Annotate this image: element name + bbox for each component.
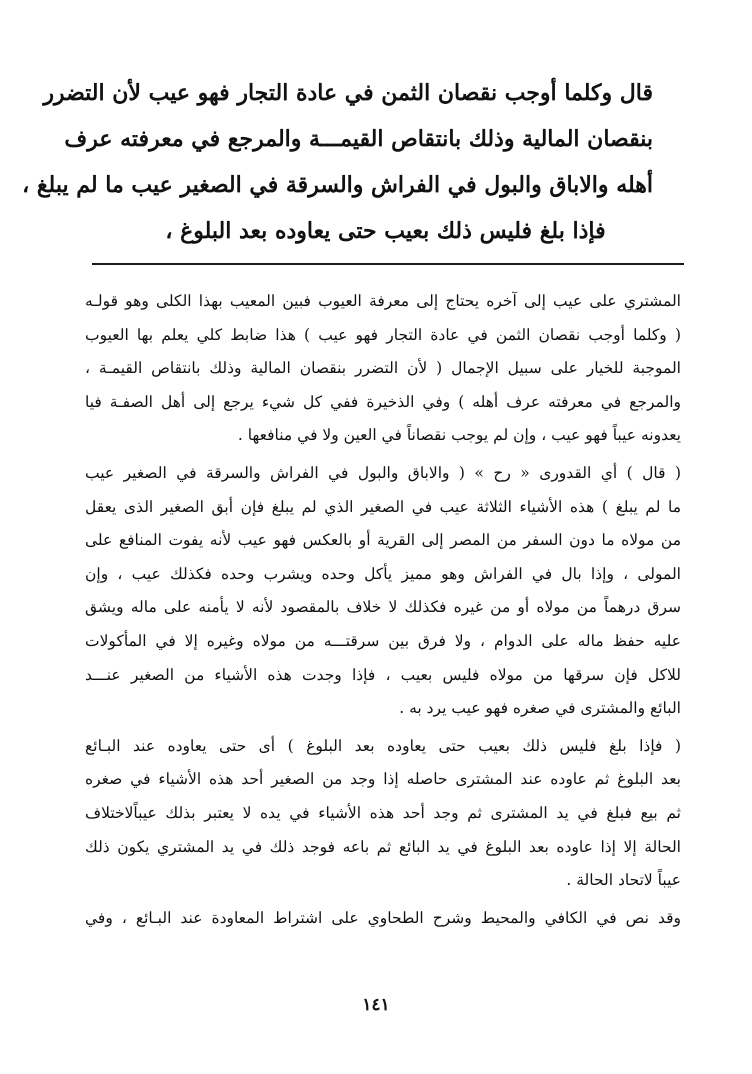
separator-rule (92, 263, 684, 265)
commentary-line: ( قال ) أي القدورى « رح » ( والاباق والبول في الفراش والسرقة في الصغير عيب (85, 463, 681, 482)
commentary-line: من مولاه ما دون السفر من المصر إلى القرية أو بالعكس فهو عيب لأنه يفوت المنافع على (85, 531, 681, 550)
commentary-line: بعد البلوغ ثم عاوده عند المشترى حاصله إذا وجد من الصغير أحد هذه الأشياء في صغره (85, 770, 681, 789)
commentary-line: للاكل فإن سرقها من مولاه فليس بعيب ، فإذا وجدت هذه الأشياء من الصغير عنـــد (85, 665, 681, 684)
commentary-line: ( فإذا بلغ فليس ذلك بعيب حتى يعاوده بعد البلوغ ) أى حتى يعاوده عند البـائع (85, 736, 681, 755)
main-text-line: بنقصان المالية وذلك بانتقاص القيمـــة والمرجع في معرفته عرف (64, 126, 653, 152)
commentary-line: عيباً لاتحاد الحالة . (566, 871, 681, 890)
commentary-line: وقد نص في الكافي والمحيط وشرح الطحاوي على اشتراط المعاودة عند البـائع ، وفي (85, 908, 681, 927)
commentary-line: ثم بيع فبلغ في يد المشترى ثم وجد أحد هذه الأشياء في يده لا يعتبر بذلك عيباًلاختلاف (85, 803, 681, 822)
main-text-line: أهله والاباق والبول في الفراش والسرقة في الصغير عيب ما لم يبلغ ، (22, 172, 653, 198)
page-number: ١٤١ (362, 995, 390, 1015)
commentary-line: المشتري على عيب إلى آخره يحتاج إلى معرفة العيوب فبين المعيب بهذا الكلى وهو قولـه (85, 292, 681, 310)
commentary-line: البائع والمشترى في صغره فهو عيب يرد به . (399, 699, 681, 718)
main-text-line: قال وكلما أوجب نقصان الثمن في عادة التجار فهو عيب لأن التضرر (43, 80, 653, 106)
commentary-line: سرق درهماً من مولاه أو من غيره فكذلك لا خلاف بالمقصود لأنه لا يأمنه على ماله ويشق (85, 598, 681, 617)
commentary-line: والمرجع في معرفته عرف أهله ) وفي الذخيرة ففي كل شيء يرجع إلى أهل الصفـة فيا (85, 392, 681, 411)
commentary-block (85, 285, 681, 935)
commentary-line: ما لم يبلغ ) هذه الأشياء الثلاثة عيب في الصغير الذي لم يبلغ فإن أبق الصغير الذى يعقل (85, 497, 681, 516)
commentary-line: عليه حفظ ماله على الدوام ، ولا فرق بين سرقتـــه من مولاه وغيره إلا في المأكولات (85, 631, 681, 650)
main-text-block (22, 70, 653, 254)
main-text-line: فإذا بلغ فليس ذلك بعيب حتى يعاوده بعد البلوغ ، (165, 218, 606, 244)
commentary-line: الحالة إلا إذا عاوده بعد البلوغ في يد البائع ثم باعه فوجد ذلك في يد المشتري يكون ذلك (85, 837, 681, 856)
commentary-line: يعدونه عيباً فهو عيب ، وإن لم يوجب نقصاناً في العين ولا في منافعها . (237, 426, 681, 445)
commentary-line: الموجبة للخيار على سبيل الإجمال ( لأن التضرر بنقصان المالية وذلك بانتقاص القيمـة ، (85, 359, 681, 378)
commentary-line: المولى ، وإذا بال في الفراش وهو مميز يأكل وحده ويشرب وحده فكذلك عيب ، وإن (85, 564, 681, 583)
commentary-line: ( وكلما أوجب نقصان الثمن في عادة التجار فهو عيب ) هذا ضابط كلي يعلم بها العيوب (85, 325, 681, 344)
